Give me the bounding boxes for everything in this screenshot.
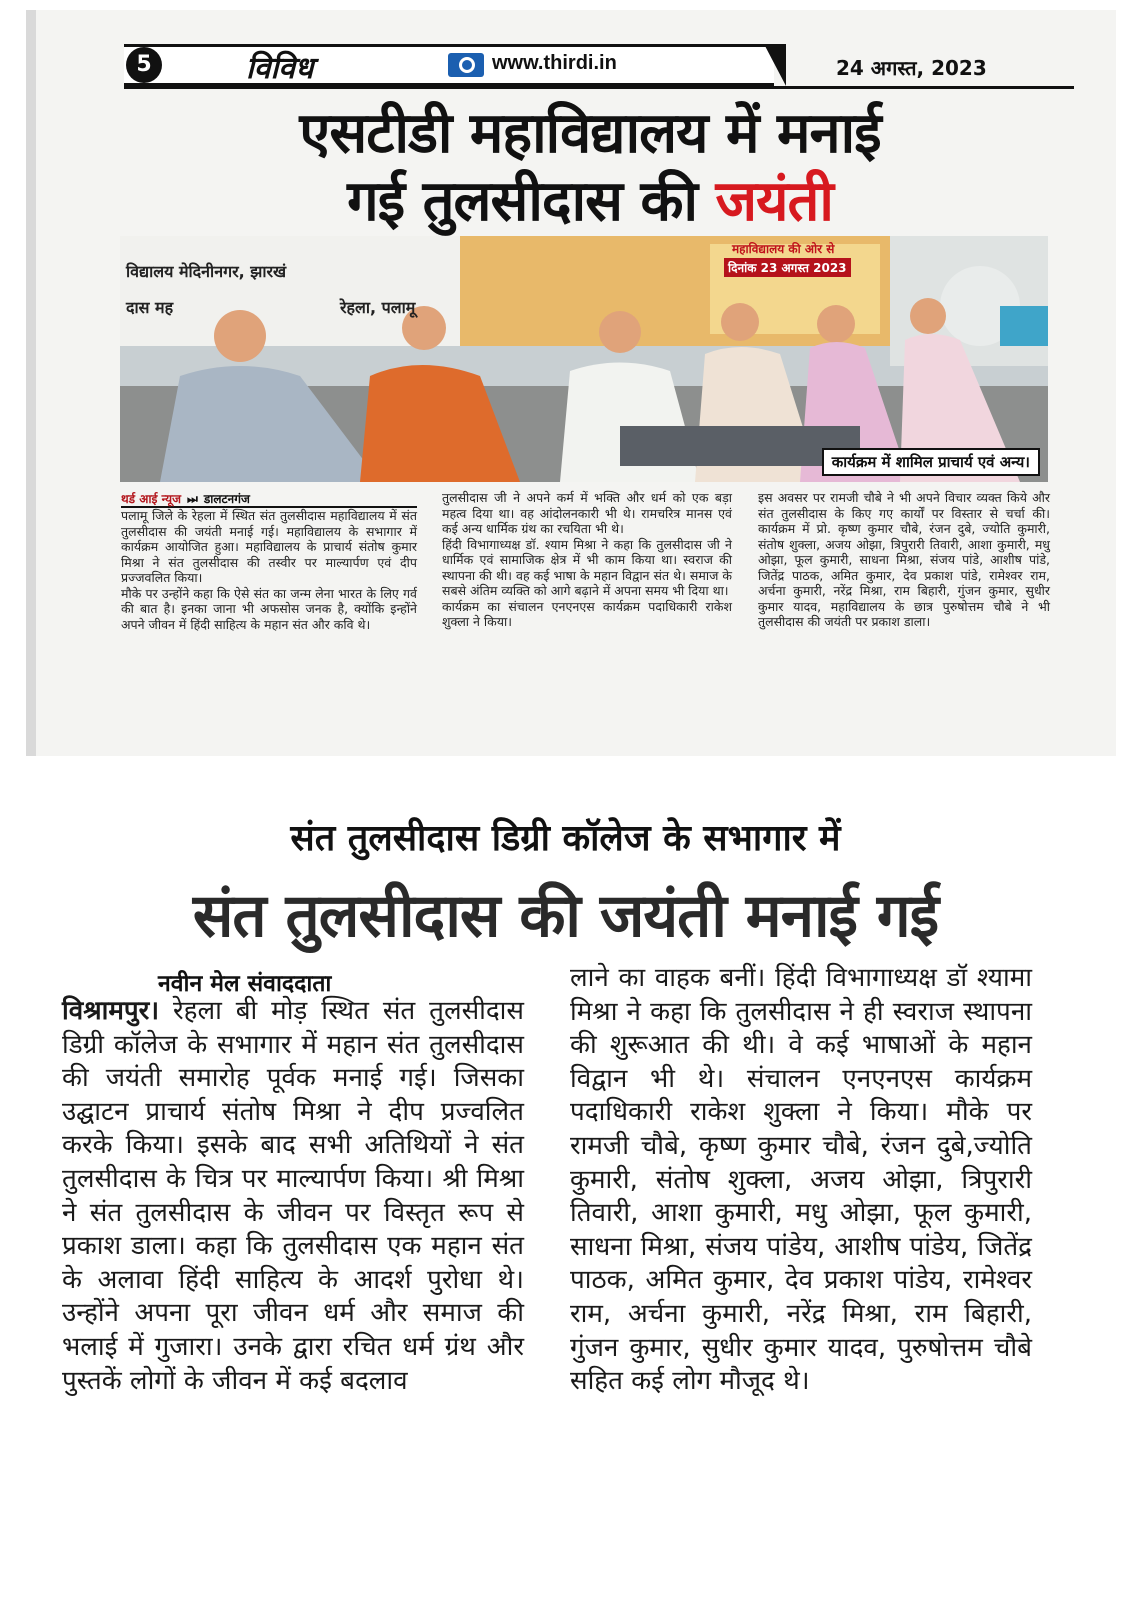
headline-1-line2 [110,168,1070,236]
article-1-column-1 [121,508,417,632]
headline-1-line1: एसटीडी महाविद्यालय में मनाई [299,101,881,166]
article-1-col1-para1: पलामू जिले के रेहला में स्थित संत तुलसीदास महाविद्यालय में संत तुलसीदास की जयंती मनाई गई। महाविद्यालय के सभागार में कार्यक्रम आयोजित हुआ। महाविद्यालय के प्राचार्य संतोष कुमार मिश्रा ने संत तुलसीदास की तस्वीर पर माल्यार्पण एवं दीप प्रज्जवलित किया। [121,508,417,585]
headline-1 [110,100,1070,236]
byline [121,488,417,508]
fast-forward-icon: ⏭ [187,492,198,506]
event-photo [120,236,1048,482]
article-1-column-2 [442,490,732,630]
byline-agency: थर्ड आई न्यूज [121,492,182,506]
poster-text-line2: दिनांक 23 अगस्त 2023 [724,258,851,277]
headline-1-line2-text: गई तुलसीदास की [347,169,697,234]
article-2-right-text: लाने का वाहक बनीं। हिंदी विभागाध्यक्ष डॉ श्यामा मिश्रा ने कहा कि तुलसीदास ने ही स्वराज स्थापना की शुरूआत की थी। वे कई भाषाओं के महान विद्वान भी थे। संचालन एनएनएस कार्यक्रम पदाधिकारी राकेश शुक्ला ने किया। मौके पर रामजी चौबे, कृष्ण कुमार चौबे, रंजन दुबे,ज्योति कुमारी, संतोष शुक्ला, अजय ओझा, त्रिपुरारी तिवारी, आशा कुमारी, मधु ओझा, फूल कुमारी, साधना मिश्रा, संजय पांडेय, आशीष पांडेय, जितेंद्र पाठक, अमित कुमार, देव प्रकाश पांडेय, रामेश्वर राम, अर्चना कुमारी, नरेंद्र मिश्रा, राम बिहारी, गुंजन कुमार, सुधीर कुमार यादव, पुरुषोत्तम चौबे सहित कई लोग मौजूद थे। [570,963,1032,1397]
banner-text-line3: रेहला, पलामू [340,298,416,317]
article-2-headline: संत तुलसीदास की जयंती मनाई गई [192,881,939,951]
article-1-column-3 [758,490,1050,630]
article-2-left-text: रेहला बी मोड़ स्थित संत तुलसीदास डिग्री कॉलेज के सभागार में महान संत तुलसीदास की जयंती समारोह पूर्वक मनाई गई। जिसका उद्घाटन प्राचार्य संतोष मिश्रा ने दीप प्रज्वलित करके किया। इसके बाद सभी अतिथियों ने संत तुलसीदास के चित्र पर माल्यार्पण किया। श्री मिश्रा ने संत तुलसीदास के जीवन पर विस्तृत रूप से प्रकाश डाला। कहा कि तुलसीदास एक महान संत के अलावा हिंदी साहित्य के आदर्श पुरोधा थे। उन्होंने अपना पूरा जीवन धर्म और समाज की भलाई में गुजारा। उनके द्वारा रचित धर्म ग्रंथ और पुस्तकें लोगों के जीवन में कई बदलाव [62,996,524,1396]
header-corner-shape [764,44,786,86]
article-1-col1-para2: मौके पर उन्होंने कहा कि ऐसे संत का जन्म लेना भारत के लिए गर्व की बात है। इनका जाना भी अफसोस जनक है, क्योंकि इन्होंने अपने जीवन में हिंदी साहित्य के महान संत और कवि थे। [121,585,417,632]
header-rule [124,86,1074,89]
section-name: विविध [246,51,314,86]
search-icon [448,53,484,77]
article-2-subheadline: संत तुलसीदास डिग्री कॉलेज के सभागार में [290,818,841,859]
publication-date: 24 अगस्त, 2023 [836,56,987,80]
article-2-left-para [62,995,524,1398]
article-2-reporter: नवीन मेल संवाददाता [158,971,332,997]
banner-text-line1: विद्यालय मेदिनीनगर, झारखं [126,262,287,281]
clipping-edge-shadow [26,10,36,756]
page-number-badge: 5 [126,47,162,83]
site-url: www.thirdi.in [492,52,617,74]
banner-text-line2: दास मह [126,298,174,317]
byline-place: डालटनगंज [203,492,250,506]
article-1-col2-para3: कार्यक्रम का संचालन एनएनएस कार्यक्रम पदाधिकारी राकेश शुक्ला ने किया। [442,598,732,629]
poster-text-line1: महाविद्यालय की ओर से [732,242,835,256]
page-header [124,44,1086,86]
headline-1-highlight: जयंती [715,169,833,234]
article-1-col2-para2: हिंदी विभागाध्यक्ष डॉ. श्याम मिश्रा ने कहा कि तुलसीदास जी ने धार्मिक एवं सामाजिक क्षेत्र में भी काम किया था। स्वराज की स्थापना की थी। वह कई भाषा के महान विद्वान संत थे। समाज के सबसे अंतिम व्यक्ति को आगे बढ़ाने में अपना समय भी दिया था। [442,536,732,598]
article-1-col3-para1: इस अवसर पर रामजी चौबे ने भी अपने विचार व्यक्त किये और संत तुलसीदास के किए गए कार्यों पर विस्तार से चर्चा की। कार्यक्रम में प्रो. कृष्ण कुमार चौबे, रंजन दुबे, ज्योति कुमारी, संतोष शुक्ला, अजय ओझा, त्रिपुरारी तिवारी, आशा कुमारी, मधु ओझा, फूल कुमारी, साधना मिश्रा, संजय पांडे, आशीष पांडे, जितेंद्र पाठक, अमित कुमार, देव प्रकाश पांडे, रामेश्वर राम, अर्चना कुमारी, नरेंद्र मिश्रा, राम बिहारी, गुंजन कुमार, सुधीर कुमार यादव, महाविद्यालय के छात्र पुरुषोत्तम चौबे ने भी तुलसीदास की जयंती पर प्रकाश डाला। [758,490,1050,629]
photo-caption: कार्यक्रम में शामिल प्राचार्य एवं अन्य। [822,448,1040,476]
article-2-column-right [570,962,1032,1399]
article-1-col2-para1: तुलसीदास जी ने अपने कर्म में भक्ति और धर्म को एक बड़ा महत्व दिया था। वह आंदोलनकारी भी थे। रामचरित्र मानस एवं कई अन्य धार्मिक ग्रंथ का रचयिता भी थे। [442,490,732,536]
article-2-dateline: विश्रामपुर। [62,996,160,1026]
article-2-column-left [62,995,524,1398]
